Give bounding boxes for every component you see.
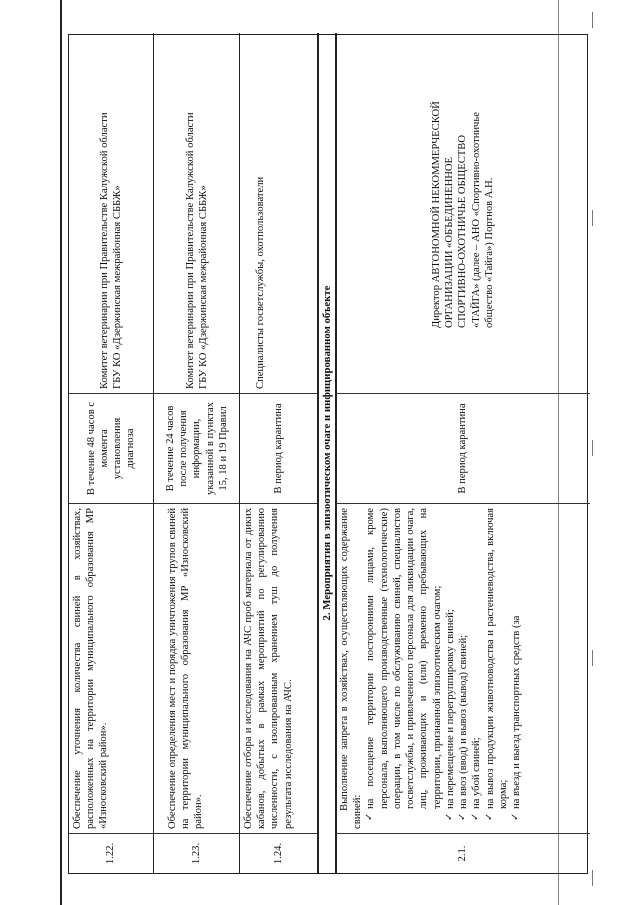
measure-intro: Выполнение запрета в хозяйствах, осуществляющих содержание свиней: xyxy=(339,508,364,829)
row-number: 1.22. xyxy=(69,833,153,873)
measure-description xyxy=(336,503,590,833)
measures-table xyxy=(68,34,588,874)
list-item: ✓ на посещение территории посторонними лицами, кроме персонала, выполняющего производственные (технологические) операции, в том числе по обслуживанию свиней, специалистов госветслужбы, и привлеченного персонала для ликвидации очага, лиц, проживающих и (или) временно пребывающих на территории, признанной эпизоотическим очагом; xyxy=(364,508,443,819)
list-item: ✓ на ввоз (ввод) и вывоз (вывод) свиней; xyxy=(457,508,470,819)
responsible: Специалисты госветслужбы, охотпользователи xyxy=(255,176,266,389)
list-item: ✓ на убой свиней; xyxy=(470,508,483,819)
measure-description: Обеспечение уточнения количества свиней в хозяйствах, расположенных на территории муниципального образования МР «Износковский район». xyxy=(69,503,153,833)
scan-mark xyxy=(592,870,593,886)
scan-mark xyxy=(592,650,593,666)
measure-description: Обеспечение определения мест и порядка уничтожения трупов свиней на территории муниципального образования МР «Износковский район». xyxy=(154,503,240,833)
list-item: ✓ на вывоз продукции животноводства и растениеводства, включая корма; xyxy=(484,508,510,819)
scan-mark xyxy=(592,210,593,226)
scan-edge-left xyxy=(60,0,62,905)
table-row xyxy=(335,33,590,873)
table-row xyxy=(153,33,240,873)
row-number: 2.1. xyxy=(336,833,590,873)
section-heading: 2. Мероприятия в эпизоотическом очаге и инфицированном объекте xyxy=(317,33,337,873)
responsible: Комитет ветеринарии при Правительстве Калужской области ГБУ КО «Дзержинская межрайонная СББЖ» xyxy=(184,112,209,389)
table-row xyxy=(69,33,153,873)
deadline: В период карантина xyxy=(336,393,590,503)
row-number: 1.24. xyxy=(240,833,318,873)
scan-mark xyxy=(592,440,593,456)
deadline: В период карантина xyxy=(240,393,318,503)
deadline: В течение 48 часов с момента установления диагноза xyxy=(69,393,153,503)
deadline: В течение 24 часов после получения информации, указанной в пунктах 15, 18 и 19 Правил xyxy=(154,393,240,503)
list-item: ✓ на въезд и выезд транспортных средств (за xyxy=(510,508,523,819)
measure-description: Обеспечение отбора и исследования на АЧС проб материала от диких кабанов, добытых в рамках мероприятий по регулированию численности, с изолированным хранением туш до получения результата исследования на АЧС. xyxy=(240,503,318,833)
scan-mark xyxy=(592,12,593,28)
responsible: Директор АВТОНОМНОЙ НЕКОММЕРЧЕСКОЙ ОРГАНИЗАЦИИ «ОБЪЕДИНЕННОЕ СПОРТИВНО-ОХОТНИЧЬЕ ОБЩЕСТВО «ТАЙГА» (далее – АНО «Спортивно-охотничье общество «Тайга») Портнов А.Н. xyxy=(430,101,495,328)
responsible: Комитет ветеринарии при Правительстве Калужской области ГБУ КО «Дзержинская межрайонная СББЖ» xyxy=(98,112,123,389)
table-row xyxy=(239,33,318,873)
prohibition-list xyxy=(364,508,523,829)
list-item: ✓ на перемещение и перегруппировку свиней; xyxy=(444,508,457,819)
row-number: 1.23. xyxy=(154,833,240,873)
